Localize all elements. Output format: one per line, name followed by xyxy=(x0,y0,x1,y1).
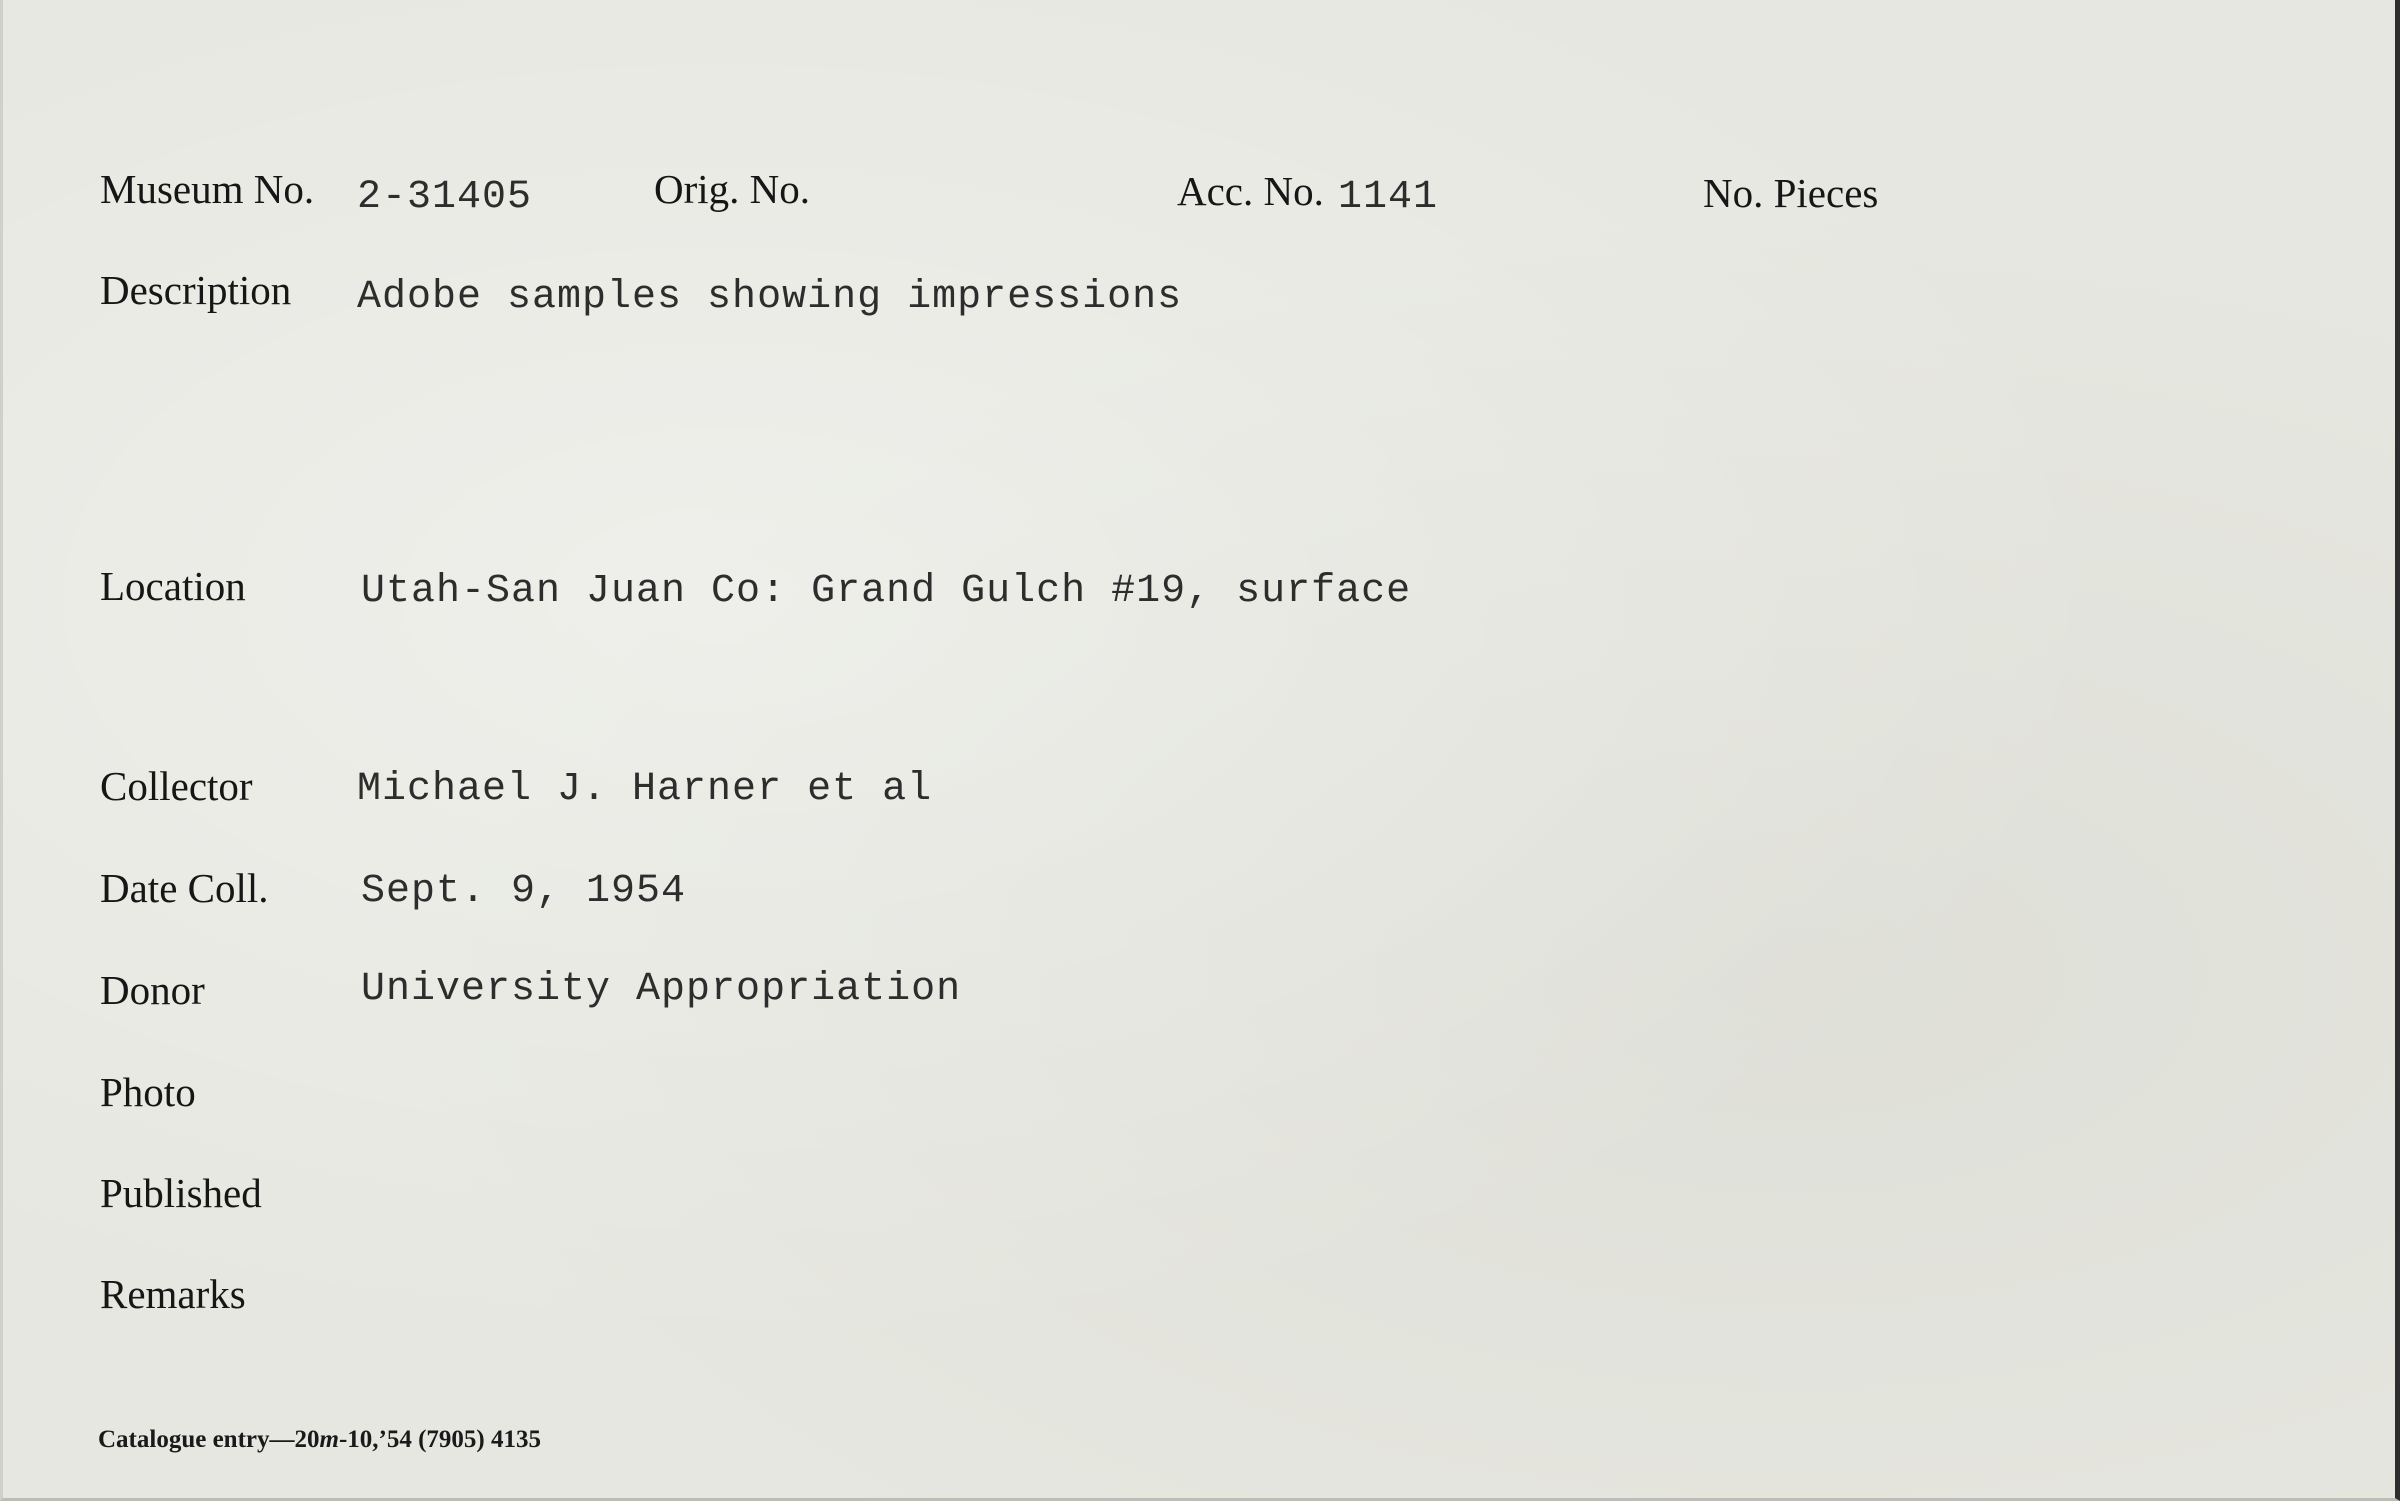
footer-prefix: Catalogue entry—20 xyxy=(98,1426,320,1453)
description-value: Adobe samples showing impressions xyxy=(357,275,1183,320)
acc-no-label: Acc. No. xyxy=(1177,168,1324,214)
collector-value: Michael J. Harner et al xyxy=(357,767,933,812)
published-label: Published xyxy=(100,1170,262,1216)
date-coll-value: Sept. 9, 1954 xyxy=(361,869,687,914)
acc-no-value: 1141 xyxy=(1338,175,1439,220)
orig-no-label: Orig. No. xyxy=(654,166,811,212)
photo-label: Photo xyxy=(100,1069,196,1115)
no-pieces-label: No. Pieces xyxy=(1703,170,1879,216)
donor-value: University Appropriation xyxy=(361,967,962,1012)
donor-label: Donor xyxy=(100,967,205,1013)
description-label: Description xyxy=(100,267,292,313)
location-value: Utah-San Juan Co: Grand Gulch #19, surface xyxy=(361,569,1412,614)
remarks-label: Remarks xyxy=(100,1271,246,1317)
footer-suffix: -10,’54 (7905) 4135 xyxy=(338,1426,542,1453)
collector-label: Collector xyxy=(100,763,253,809)
museum-no-value: 2-31405 xyxy=(357,175,533,220)
date-coll-label: Date Coll. xyxy=(100,865,269,911)
museum-no-label: Museum No. xyxy=(100,166,315,212)
footer-italic: m xyxy=(319,1426,339,1453)
catalogue-footer xyxy=(98,1427,541,1452)
location-label: Location xyxy=(100,563,246,609)
